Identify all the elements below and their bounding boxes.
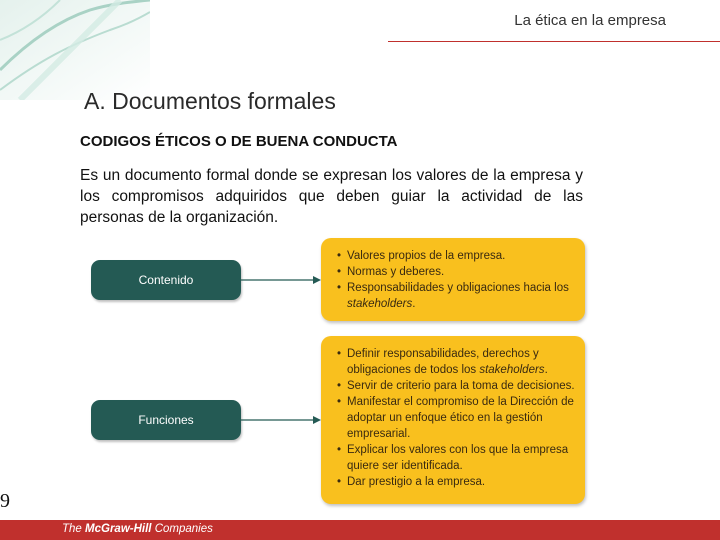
header-title: La ética en la empresa (514, 12, 666, 29)
bullet-icon: • (337, 444, 342, 456)
list-item: • Explicar los valores con los que la empresa quiere ser identificada. (337, 444, 569, 472)
publisher-logo: The McGraw-Hill Companies (62, 523, 213, 535)
bullet-icon: • (337, 250, 342, 262)
list-item: • Dar prestigio a la empresa. (337, 476, 486, 488)
list-item: • Normas y deberes. (337, 266, 445, 278)
funciones-items-box (321, 336, 585, 504)
bullet-icon: • (337, 348, 342, 360)
contenido-label: Contenido (138, 273, 194, 287)
decorative-swirl-graphic (0, 0, 150, 100)
bullet-icon: • (337, 266, 342, 278)
intro-paragraph: Es un documento formal donde se expresan los valores de la empresa y los compromisos adquiridos que deben guiar la actividad de las personas de la organización. (80, 167, 583, 226)
bullet-icon: • (337, 396, 342, 408)
contenido-arrow (241, 275, 321, 285)
subheading: CODIGOS ÉTICOS O DE BUENA CONDUCTA (80, 133, 398, 150)
footer-bar (0, 520, 720, 540)
contenido-label-box (91, 260, 241, 300)
funciones-label: Funciones (138, 413, 194, 427)
bullet-icon: • (337, 380, 342, 392)
contenido-items-box (321, 238, 585, 321)
bullet-icon: • (337, 282, 342, 294)
section-title: A. Documentos formales (84, 88, 336, 114)
list-item: • Valores propios de la empresa. (337, 250, 506, 262)
list-item: • Servir de criterio para la toma de decisiones. (337, 380, 575, 392)
funciones-label-box (91, 400, 241, 440)
list-item: • Definir responsabilidades, derechos y obligaciones de todos los stakeholders. (337, 348, 548, 376)
bullet-icon: • (337, 476, 342, 488)
header-divider (388, 41, 720, 42)
list-item: • Manifestar el compromiso de la Dirección de adoptar un enfoque ético en la gestión empresarial. (337, 396, 574, 440)
page-number: 9 (0, 490, 10, 512)
list-item: • Responsabilidades y obligaciones hacia los stakeholders. (337, 282, 569, 310)
funciones-arrow (241, 415, 321, 425)
funciones-list (337, 346, 575, 490)
contenido-list (337, 248, 575, 312)
